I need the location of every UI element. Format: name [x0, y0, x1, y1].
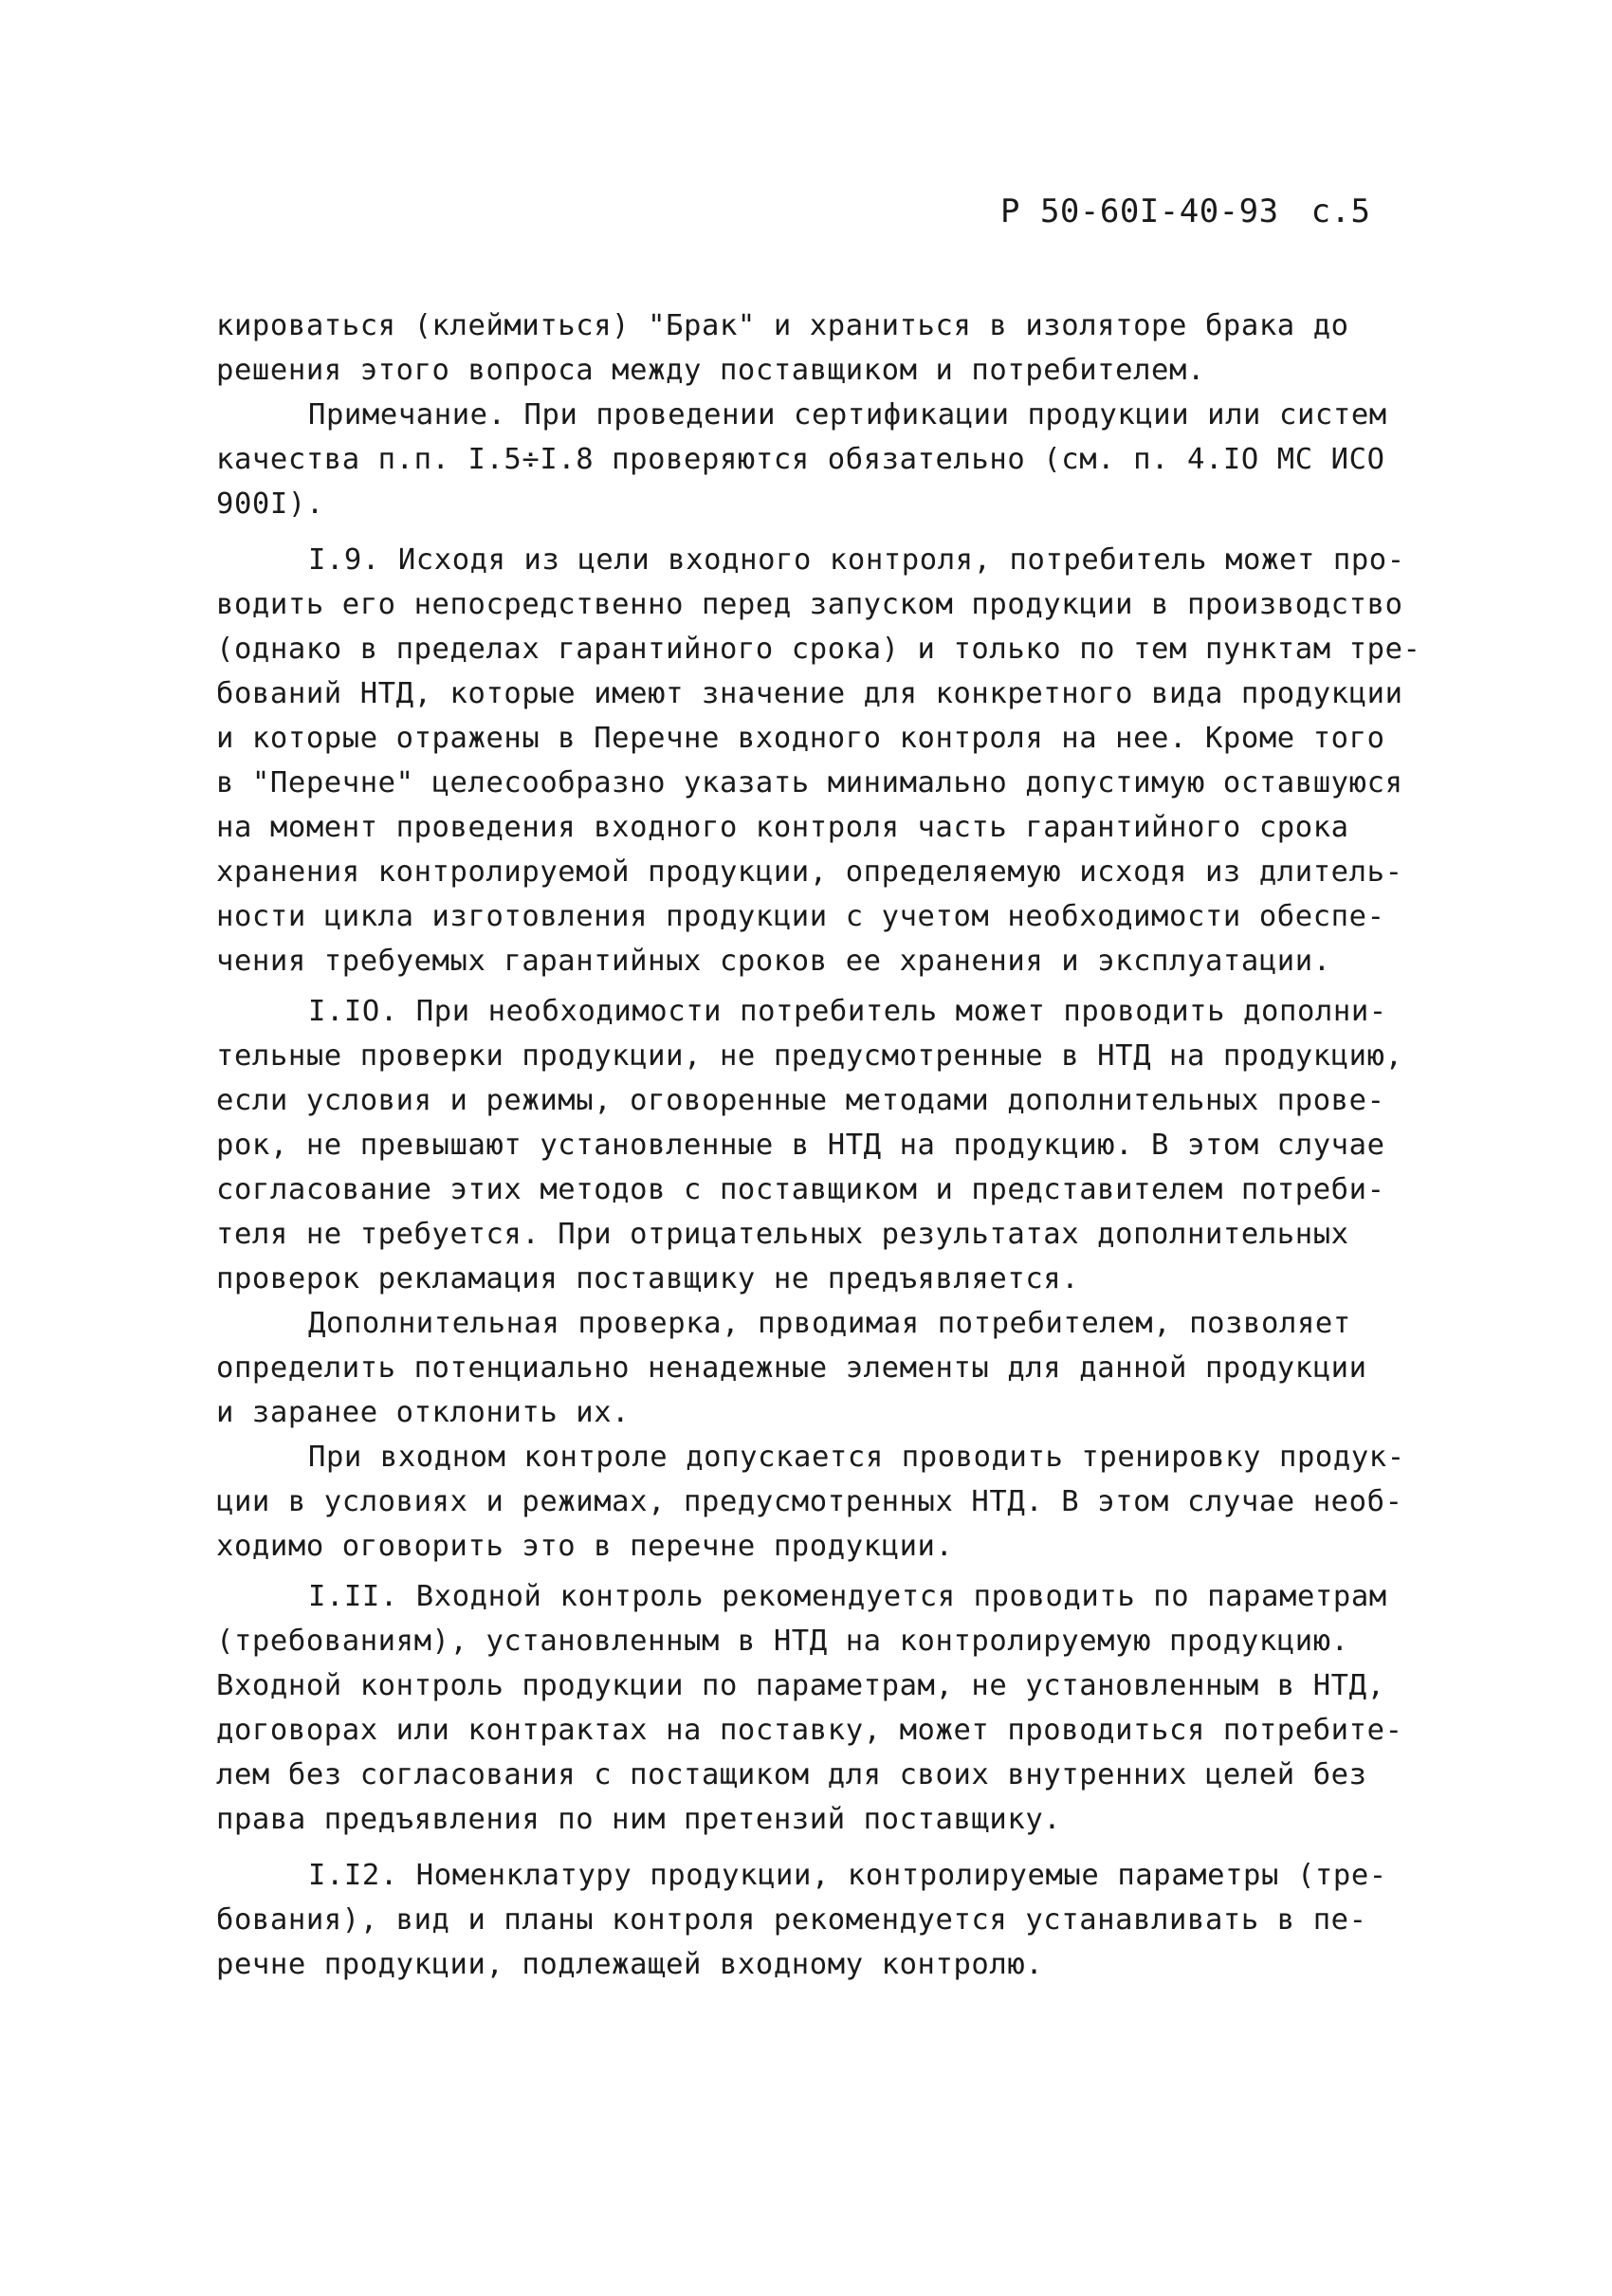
text-line: 900I).: [216, 487, 324, 521]
text-line: проверок рекламация поставщику не предъявляется.: [216, 1262, 1080, 1295]
doc-code: Р 50-60I-40-93: [1000, 193, 1279, 230]
text-line: чения требуемых гарантийных сроков ее хранения и эксплуатации.: [216, 945, 1331, 978]
text-line: решения этого вопроса между поставщиком и потребителем.: [216, 354, 1205, 387]
text-line: (требованиям), установленным в НТД на контролируемую продукцию.: [216, 1625, 1349, 1658]
text-line: определить потенциально ненадежные элементы для данной продукции: [216, 1351, 1367, 1385]
text-line: I.II. Входной контроль рекомендуется проводить по параметрам: [308, 1580, 1387, 1613]
page-number: с.5: [1310, 193, 1371, 230]
text-line: и заранее отклонить их.: [216, 1396, 631, 1429]
text-line: договорах или контрактах на поставку, может проводиться потребите-: [216, 1714, 1403, 1747]
text-line: (однако в пределах гарантийного срока) и только по тем пунктам тре-: [216, 633, 1421, 666]
text-line: При входном контроле допускается проводить тренировку продук-: [308, 1441, 1405, 1474]
text-line: ции в условиях и режимах, предусмотренных НТД. В этом случае необ-: [216, 1485, 1403, 1518]
text-line: тельные проверки продукции, не предусмотренные в НТД на продукцию,: [216, 1039, 1403, 1073]
text-line: рок, не превышают установленные в НТД на продукцию. В этом случае: [216, 1129, 1385, 1162]
text-line: Дополнительная проверка, прводимая потребителем, позволяет: [308, 1307, 1351, 1340]
text-line: водить его непосредственно перед запуском продукции в производство: [216, 588, 1403, 621]
text-line: кироваться (клеймиться) "Брак" и храниться в изоляторе брака до: [216, 309, 1349, 342]
text-line: и которые отражены в Перечне входного контроля на нее. Кроме того: [216, 722, 1385, 755]
text-line: I.9. Исходя из цели входного контроля, потребитель может про-: [308, 543, 1405, 577]
text-line: I.I2. Номенклатуру продукции, контролируемые параметры (тре-: [308, 1859, 1387, 1892]
document-body: [216, 303, 1449, 1987]
text-line: в "Перечне" целесообразно указать минимально допустимую оставшуюся: [216, 766, 1403, 799]
text-line: теля не требуется. При отрицательных результатах дополнительных: [216, 1218, 1349, 1251]
text-line: Входной контроль продукции по параметрам, не установленным в НТД,: [216, 1669, 1385, 1702]
text-line: на момент проведения входного контроля часть гарантийного срока: [216, 811, 1349, 844]
text-line: I.IO. При необходимости потребитель может проводить дополни-: [308, 995, 1387, 1028]
page-header: [1000, 190, 1371, 233]
text-line: качества п.п. I.5÷I.8 проверяются обязательно (см. п. 4.IO МС ИСО: [216, 443, 1385, 476]
text-line: согласование этих методов с поставщиком и представителем потреби-: [216, 1173, 1385, 1206]
text-line: ходимо оговорить это в перечне продукции.: [216, 1530, 954, 1563]
text-line: ности цикла изготовления продукции с учетом необходимости обеспе-: [216, 900, 1385, 933]
text-line: речне продукции, подлежащей входному контролю.: [216, 1948, 1044, 1981]
text-line: права предъявления по ним претензий поставщику.: [216, 1803, 1062, 1836]
text-line: если условия и режимы, оговоренные методами дополнительных прове-: [216, 1084, 1385, 1117]
text-line: лем без согласования с постащиком для своих внутренних целей без: [216, 1758, 1367, 1791]
text-line: Примечание. При проведении сертификации продукции или систем: [308, 398, 1387, 432]
text-line: бования), вид и планы контроля рекомендуется устанавливать в пе-: [216, 1903, 1367, 1937]
text-line: бований НТД, которые имеют значение для конкретного вида продукции: [216, 677, 1403, 710]
text-line: хранения контролируемой продукции, определяемую исходя из длитель-: [216, 855, 1403, 889]
